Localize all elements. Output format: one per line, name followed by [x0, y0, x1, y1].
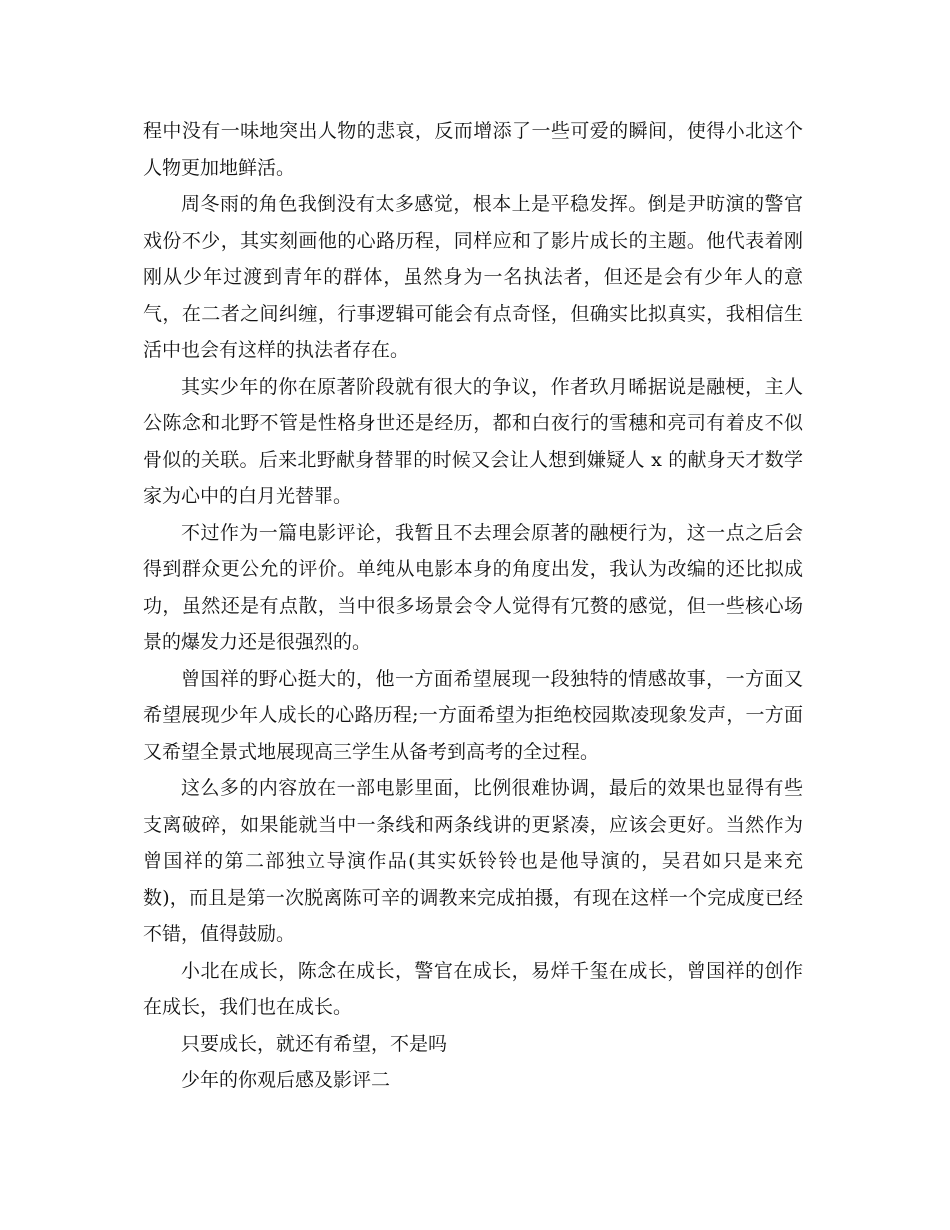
paragraph: 小北在成长，陈念在成长，警官在成长，易烊千玺在成长，曾国祥的创作在成长，我们也在成长。: [143, 959, 803, 1018]
paragraph: 程中没有一味地突出人物的悲哀，反而增添了一些可爱的瞬间，使得小北这个人物更加地鲜活。: [143, 120, 803, 179]
section-heading: 少年的你观后感及影评二: [181, 1069, 391, 1091]
paragraph: 其实少年的你在原著阶段就有很大的争议，作者玖月晞据说是融梗，主人公陈念和北野不管是性格身世还是经历，都和白夜行的雪穗和亮司有着皮不似骨似的关联。后来北野献身替罪的时候又会让人想到嫌疑人 x 的献身天才数学家为心中的白月光替罪。: [143, 375, 803, 507]
paragraph: 曾国祥的野心挺大的，他一方面希望展现一段独特的情感故事，一方面又希望展现少年人成长的心路历程;一方面希望为拒绝校园欺凌现象发声，一方面又希望全景式地展现高三学生从备考到高考的全过程。: [143, 667, 803, 763]
paragraph: 不过作为一篇电影评论，我暂且不去理会原著的融梗行为，这一点之后会得到群众更公允的评价。单纯从电影本身的角度出发，我认为改编的还比拟成功，虽然还是有点散，当中很多场景会令人觉得有冗赘的感觉，但一些核心场景的爆发力还是很强烈的。: [143, 521, 803, 653]
paragraph: 只要成长，就还有希望，不是吗: [181, 1032, 448, 1055]
paragraph: 周冬雨的角色我倒没有太多感觉，根本上是平稳发挥。倒是尹昉演的警官戏份不少，其实刻画他的心路历程，同样应和了影片成长的主题。他代表着刚刚从少年过渡到青年的群体，虽然身为一名执法者，但还是会有少年人的意气，在二者之间纠缠，行事逻辑可能会有点奇怪，但确实比拟真实，我相信生活中也会有这样的执法者存在。: [143, 193, 803, 361]
paragraph: 这么多的内容放在一部电影里面，比例很难协调，最后的效果也显得有些支离破碎，如果能就当中一条线和两条线讲的更紧凑，应该会更好。当然作为曾国祥的第二部独立导演作品(其实妖铃铃也是他导演的，吴君如只是来充数)，而且是第一次脱离陈可辛的调教来完成拍摄，有现在这样一个完成度已经不错，值得鼓励。: [143, 777, 803, 945]
document-body: [143, 113, 803, 1099]
